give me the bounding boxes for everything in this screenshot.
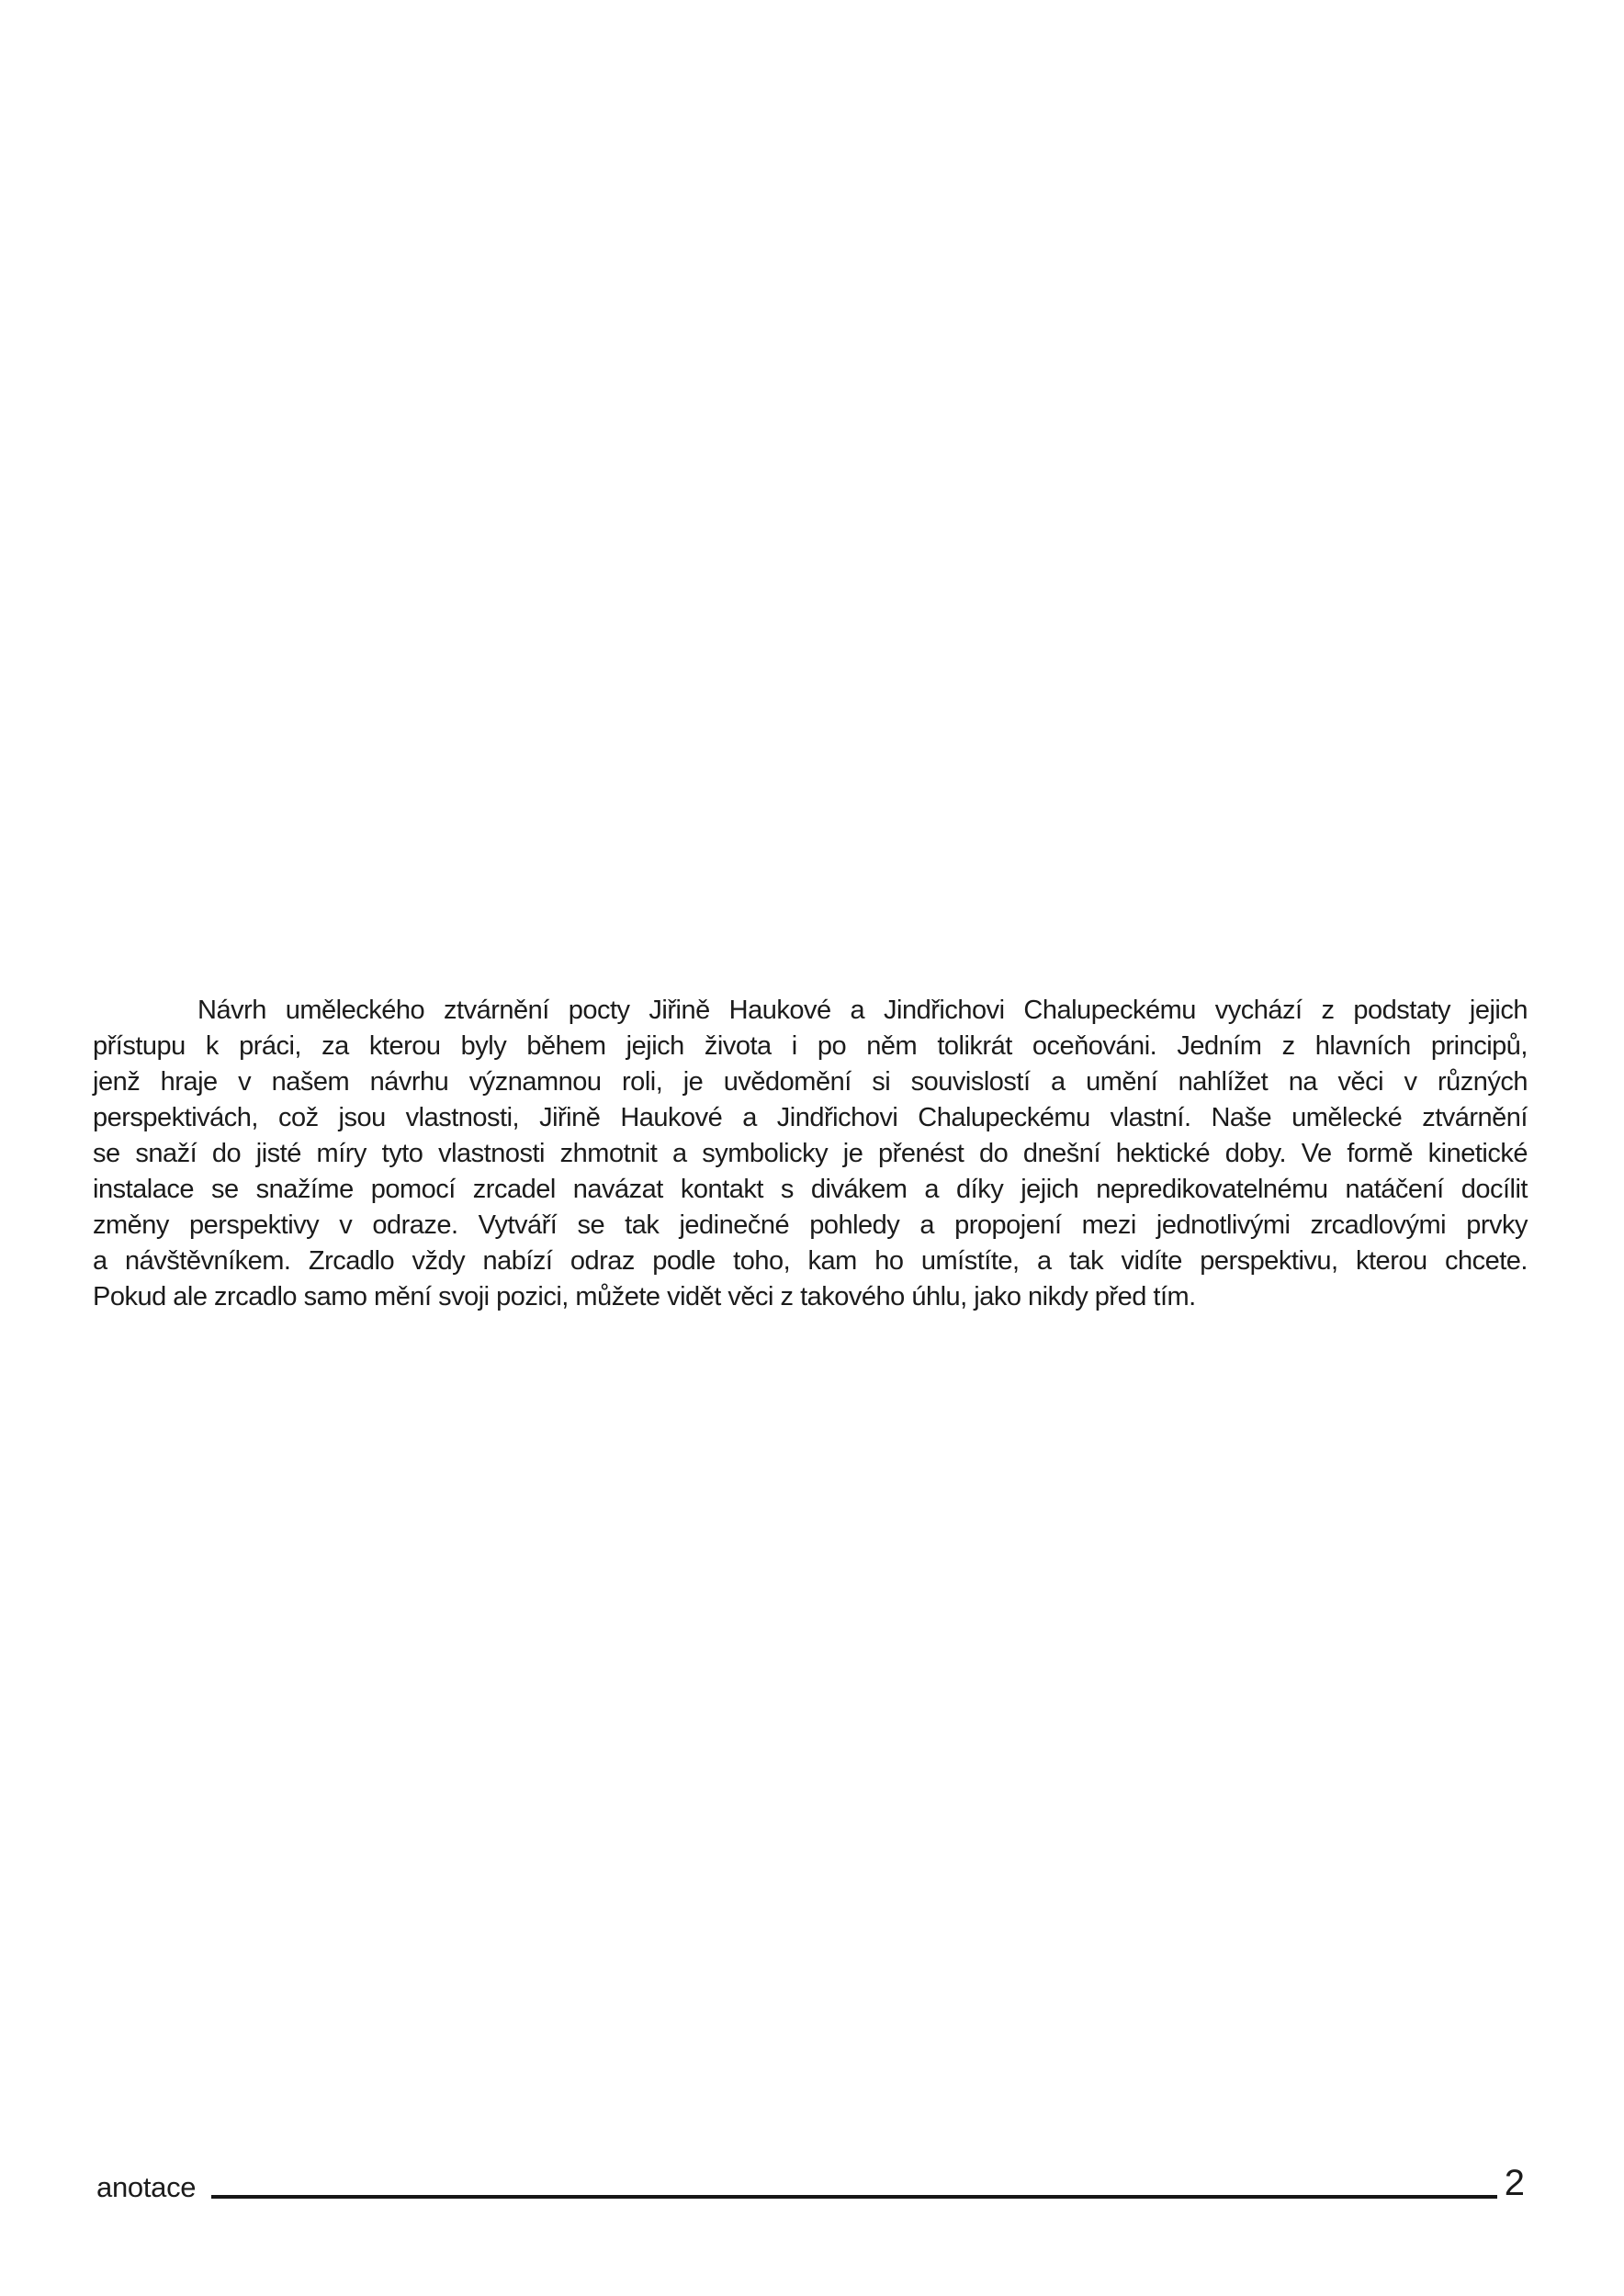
paragraph-line: Pokud ale zrcadlo samo mění svoji pozici, můžete vidět věci z takového úhlu, jako nikdy před tím. [93, 1282, 1196, 1311]
paragraph-line: a návštěvníkem. Zrcadlo vždy nabízí odraz podle toho, kam ho umístíte, a tak vidíte perspektivu, kterou chcete. [93, 1246, 1528, 1276]
footer-rule-divider [211, 2195, 1497, 2199]
paragraph-line: Návrh uměleckého ztvárnění pocty Jiřině Haukové a Jindřichovi Chalupeckému vychází z podstaty jejich [197, 996, 1528, 1025]
paragraph-line: instalace se snažíme pomocí zrcadel navázat kontakt s divákem a díky jejich nepredikovatelnému natáčení docílit [93, 1175, 1528, 1204]
footer-section-label: anotace [96, 2171, 197, 2203]
paragraph-line: se snaží do jisté míry tyto vlastnosti zhmotnit a symbolicky je přenést do dnešní hektické doby. Ve formě kinetické [93, 1139, 1528, 1168]
paragraph-line: jenž hraje v našem návrhu významnou roli, je uvědomění si souvislostí a umění nahlížet na věci v různých [93, 1067, 1528, 1097]
page-number: 2 [1504, 2163, 1525, 2203]
paragraph-line: změny perspektivy v odraze. Vytváří se tak jedinečné pohledy a propojení mezi jednotlivými zrcadlovými prvky [93, 1210, 1528, 1240]
paragraph-line: přístupu k práci, za kterou byly během jejich života i po něm tolikrát oceňováni. Jedním z hlavních principů, [93, 1031, 1528, 1061]
annotation-paragraph [93, 993, 1528, 1315]
paragraph-line: perspektivách, což jsou vlastnosti, Jiřině Haukové a Jindřichovi Chalupeckému vlastní. Naše umělecké ztvárnění [93, 1103, 1528, 1132]
